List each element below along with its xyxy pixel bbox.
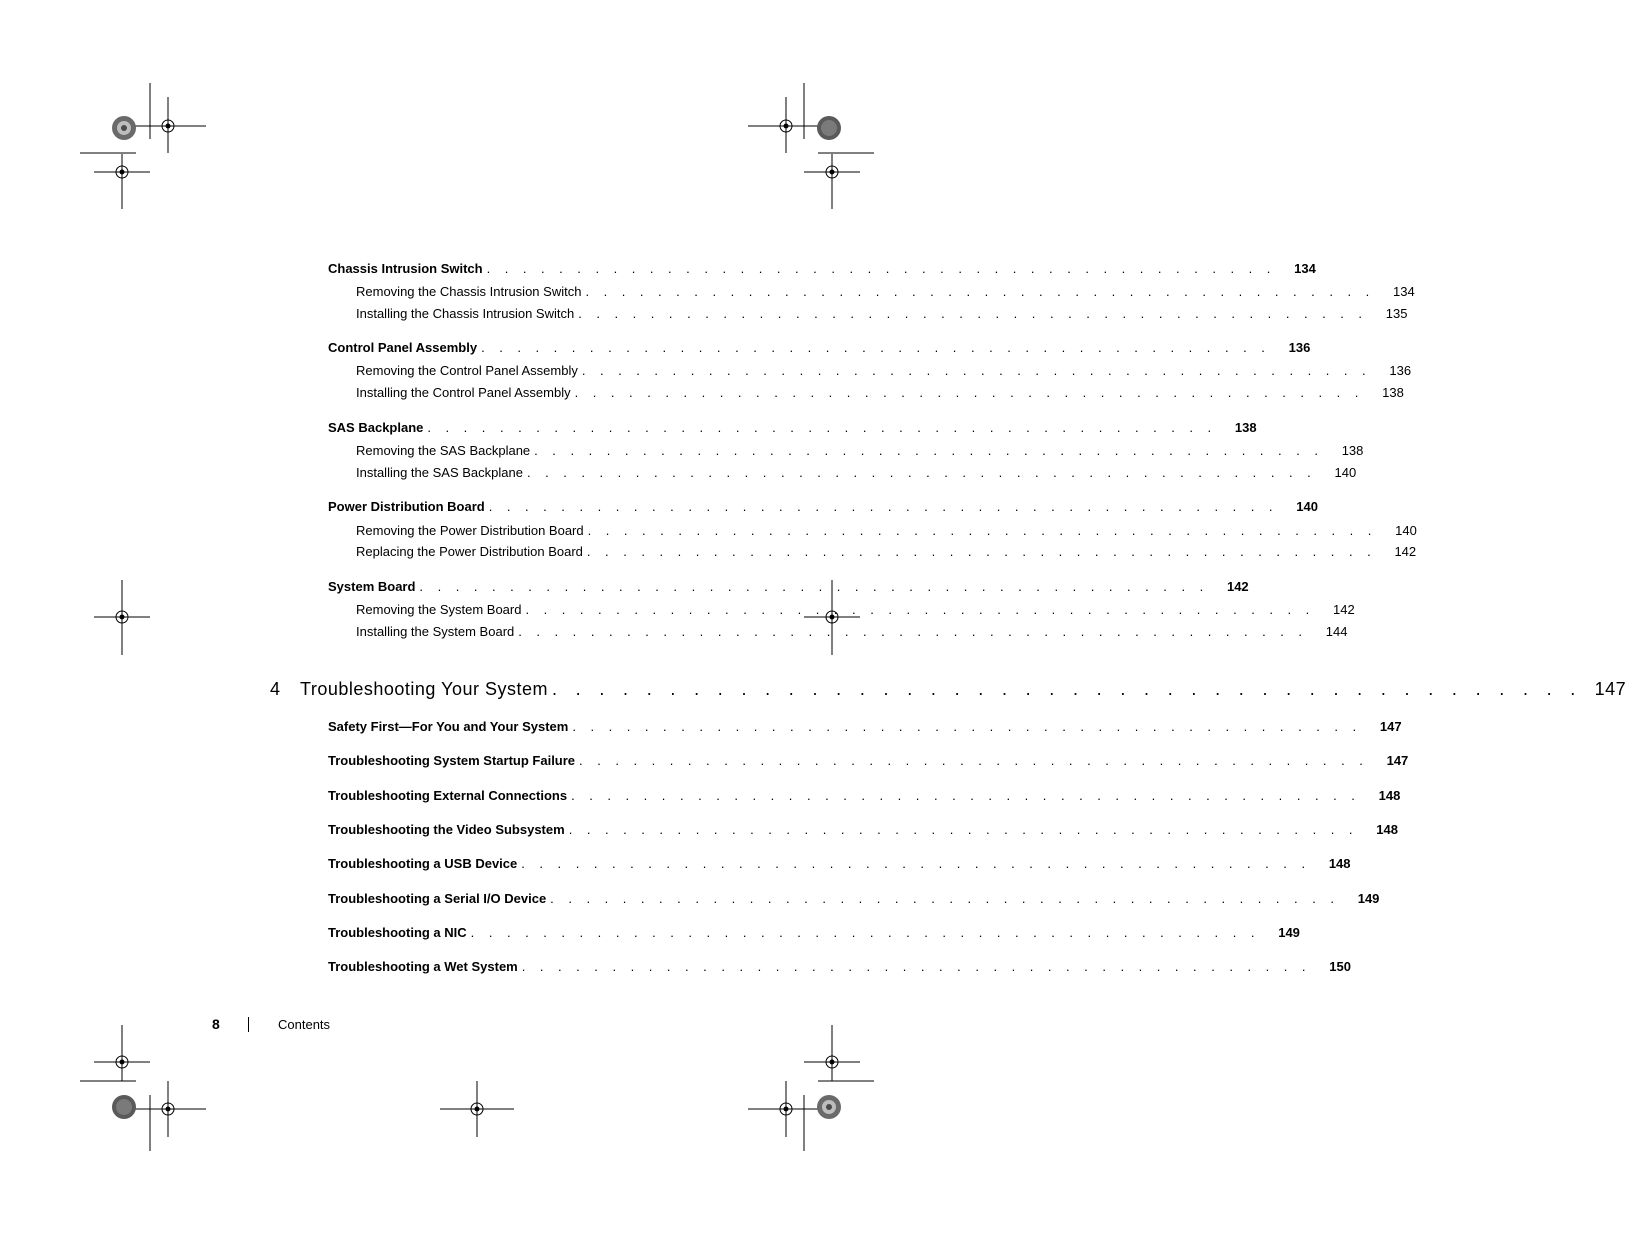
toc-entry-title: Power Distribution Board	[328, 499, 485, 514]
dot-leader: . . . . . . . . . . . . . . . . . . . . . . . . . . . . . . . . . . . . . . . . . . . .	[587, 523, 1377, 538]
toc-subentry[interactable]	[356, 544, 1417, 559]
toc-section[interactable]	[328, 891, 1380, 906]
dot-leader: . . . . . . . . . . . . . . . . . . . . . . . . . . . . . . . . . . . . . . . . . . . .	[481, 340, 1271, 355]
toc-page-number: 149	[1278, 925, 1300, 940]
toc-entry-title: Troubleshooting a USB Device	[328, 856, 518, 871]
toc-subentry[interactable]	[356, 523, 1417, 538]
toc-page-number: 138	[1234, 420, 1257, 435]
dot-leader: . . . . . . . . . . . . . . . . . . . . . . . . . . . . . . . . . . . . . . . . . . . .	[521, 959, 1311, 974]
dot-leader: . . . . . . . . . . . . . . . . . . . . . . . . . . . . . . . . . . . . . . . . . . . .	[578, 306, 1368, 321]
toc-page-number: 136	[1389, 363, 1412, 378]
toc-page-number: 142	[1333, 602, 1355, 617]
dot-leader: . . . . . . . . . . . . . . . . . . . . . . . . . . . . . . . . . . . . . . . . . . . .	[534, 443, 1324, 458]
toc-page-number: 144	[1325, 624, 1348, 639]
toc-page-number: 138	[1382, 385, 1404, 400]
toc-page-number: 134	[1294, 261, 1316, 276]
toc-page-number: 142	[1394, 544, 1417, 559]
dot-leader: . . . . . . . . . . . . . . . . . . . . . . . . . . . . . . . . . . . . . . . . . . . .	[572, 719, 1362, 734]
dot-leader: . . . . . . . . . . . . . . . . . . . . . . . . . . . . . . . . . . . . . . . . . . . .	[579, 753, 1369, 768]
dot-leader: . . . . . . . . . . . . . . . . . . . . . . . . . . . . . . . . . . . . . . . . . . . .	[550, 891, 1340, 906]
toc-chapter-4[interactable]	[270, 679, 1626, 699]
toc-page-number: 138	[1341, 443, 1364, 458]
toc-entry-title: Installing the Control Panel Assembly	[356, 385, 571, 400]
toc-subentry[interactable]	[356, 624, 1348, 639]
toc-entry-title: Removing the SAS Backplane	[356, 443, 531, 458]
chapter-title: Troubleshooting Your System	[300, 679, 548, 699]
toc-page-number: 140	[1334, 465, 1357, 480]
toc-section-chassis-intrusion-switch[interactable]	[328, 261, 1316, 276]
toc-entry-title: Troubleshooting System Startup Failure	[328, 753, 576, 768]
toc-page-number: 140	[1395, 523, 1417, 538]
dot-leader: . . . . . . . . . . . . . . . . . . . . . . . . . . . . . . . . . . . . . . . . . . . .	[518, 624, 1308, 639]
dot-leader: . . . . . . . . . . . . . . . . . . . . . . . . . . . . . . . . . . . . . . . . . . . .	[419, 579, 1209, 594]
toc-page-number: 142	[1226, 579, 1249, 594]
crop-mark-middle-left	[94, 580, 150, 655]
crop-mark-top-left	[80, 83, 206, 209]
toc-entry-title: Troubleshooting a Serial I/O Device	[328, 891, 547, 906]
toc-subentry[interactable]	[356, 306, 1408, 321]
toc-page-number: 135	[1385, 306, 1408, 321]
gray-dot-icon	[817, 116, 841, 140]
crop-mark-bottom-left	[80, 1025, 206, 1151]
toc-page-number: 148	[1328, 856, 1351, 871]
toc-section[interactable]	[328, 753, 1409, 768]
toc-page-number: 148	[1376, 822, 1398, 837]
dot-leader: . . . . . . . . . . . . . . . . . . . . . . . . . . . . . . . . . . . . . . . . . . . .	[526, 465, 1317, 480]
toc-entry-title: Replacing the Power Distribution Board	[356, 544, 583, 559]
footer-label: Contents	[278, 1017, 331, 1032]
toc-section[interactable]	[328, 822, 1398, 837]
toc-subentry[interactable]	[356, 602, 1355, 617]
toc-page-number: 140	[1296, 499, 1318, 514]
toc-entry-title: Removing the Power Distribution Board	[356, 523, 584, 538]
chapter-number: 4	[270, 679, 281, 699]
toc-entry-title: Safety First—For You and Your System	[328, 719, 569, 734]
dot-leader: . . . . . . . . . . . . . . . . . . . . . . . . . . . . . . . . . . . . . . . . . . . .	[525, 602, 1315, 617]
dot-leader: . . . . . . . . . . . . . . . . . . . . . . . . . . . . . . . . . . . . . . . . . . . .	[521, 856, 1311, 871]
dot-leader: . . . . . . . . . . . . . . . . . . . . . . . . . . . . . . . . . . . . . . . . . . . .	[488, 499, 1278, 514]
toc-subentry[interactable]	[356, 385, 1404, 400]
toc-entry-title: Troubleshooting the Video Subsystem	[328, 822, 565, 837]
footer-divider	[248, 1017, 249, 1032]
dot-leader: . . . . . . . . . . . . . . . . . . . . . . . . . . . . . . . . . . . . . . . . . . . .	[427, 420, 1217, 435]
toc-entry-title: Chassis Intrusion Switch	[328, 261, 483, 276]
toc-entry-title: Installing the System Board	[356, 624, 515, 639]
toc-subentry[interactable]	[356, 363, 1412, 378]
toc-section[interactable]	[328, 959, 1351, 974]
toc-page-number: 134	[1392, 284, 1415, 299]
toc-page-number: 148	[1378, 788, 1401, 803]
toc-page-number: 149	[1357, 891, 1380, 906]
toc-entry-title: Troubleshooting a NIC	[328, 925, 467, 940]
toc-entry-title: Removing the System Board	[356, 602, 522, 617]
dot-leader: . . . . . . . . . . . . . . . . . . . . . . . . . . . . . . . . . . . . . . . . . . . .	[586, 544, 1377, 559]
toc-entry-title: Installing the SAS Backplane	[356, 465, 523, 480]
toc-page-number: 147	[1379, 719, 1402, 734]
toc-entry-title: Troubleshooting External Connections	[328, 788, 568, 803]
toc-entry-title: Removing the Chassis Intrusion Switch	[356, 284, 582, 299]
dot-leader: . . . . . . . . . . . . . . . . . . . . . . . . . . . . . . . . . . . . . . . . . . . .	[585, 284, 1375, 299]
toc-entry-title: Installing the Chassis Intrusion Switch	[356, 306, 575, 321]
dot-leader: . . . . . . . . . . . . . . . . . . . . . . . . . . . . . . . . . . . . . . . . . . . .	[574, 385, 1364, 400]
dot-leader: . . . . . . . . . . . . . . . . . . . . . . . . . . . . . . . . . . . . . . . . . . . .	[470, 925, 1260, 940]
toc-section[interactable]	[328, 788, 1401, 803]
dot-leader: . . . . . . . . . . . . . . . . . . . . . . . . . . . . . . . . . . . . . . . . . . . .	[581, 363, 1372, 378]
crop-mark-top-right	[748, 83, 874, 209]
toc-page-number: 147	[1594, 679, 1626, 699]
toc-section-system-board[interactable]	[328, 579, 1249, 594]
toc-section[interactable]	[328, 925, 1300, 940]
toc-entry-title: Removing the Control Panel Assembly	[356, 363, 578, 378]
toc-subentry[interactable]	[356, 465, 1357, 480]
toc-section-sas-backplane[interactable]	[328, 420, 1257, 435]
dot-leader: . . . . . . . . . . . . . . . . . . . . . . . . . . . . . . . . . . . . . . . . . . . .	[486, 261, 1276, 276]
dot-leader: . . . . . . . . . . . . . . . . . . . . . . . . . . . . . . . . . . . . . . . . . . . .	[571, 788, 1361, 803]
toc-entry-title: SAS Backplane	[328, 420, 424, 435]
toc-section-control-panel-assembly[interactable]	[328, 340, 1311, 355]
dot-leader: . . . . . . . . . . . . . . . . . . . . . . . . . . . . . . . . . . . . . . . . . . . .	[568, 822, 1358, 837]
toc-subentry[interactable]	[356, 284, 1415, 299]
footer-page-number: 8	[212, 1016, 220, 1032]
crop-mark-bottom-right	[748, 1025, 874, 1151]
starburst-icon	[817, 1095, 841, 1119]
dot-leader: . . . . . . . . . . . . . . . . . . . . . . . . . . . . . . . . . . . . . . . . . . . .	[551, 679, 1583, 699]
toc-entry-title: Control Panel Assembly	[328, 340, 478, 355]
gray-dot-icon	[112, 1095, 136, 1119]
toc-entry-title: System Board	[328, 579, 416, 594]
starburst-icon	[112, 116, 136, 140]
toc-page-number: 147	[1386, 753, 1409, 768]
toc-page-number: 136	[1288, 340, 1311, 355]
toc-page-number: 150	[1329, 959, 1351, 974]
toc-subentry[interactable]	[356, 443, 1364, 458]
toc-section-power-distribution-board[interactable]	[328, 499, 1318, 514]
toc-section[interactable]	[328, 856, 1351, 871]
toc-entry-title: Troubleshooting a Wet System	[328, 959, 518, 974]
toc-section[interactable]	[328, 719, 1402, 734]
crop-mark-bottom-center	[440, 1081, 514, 1137]
